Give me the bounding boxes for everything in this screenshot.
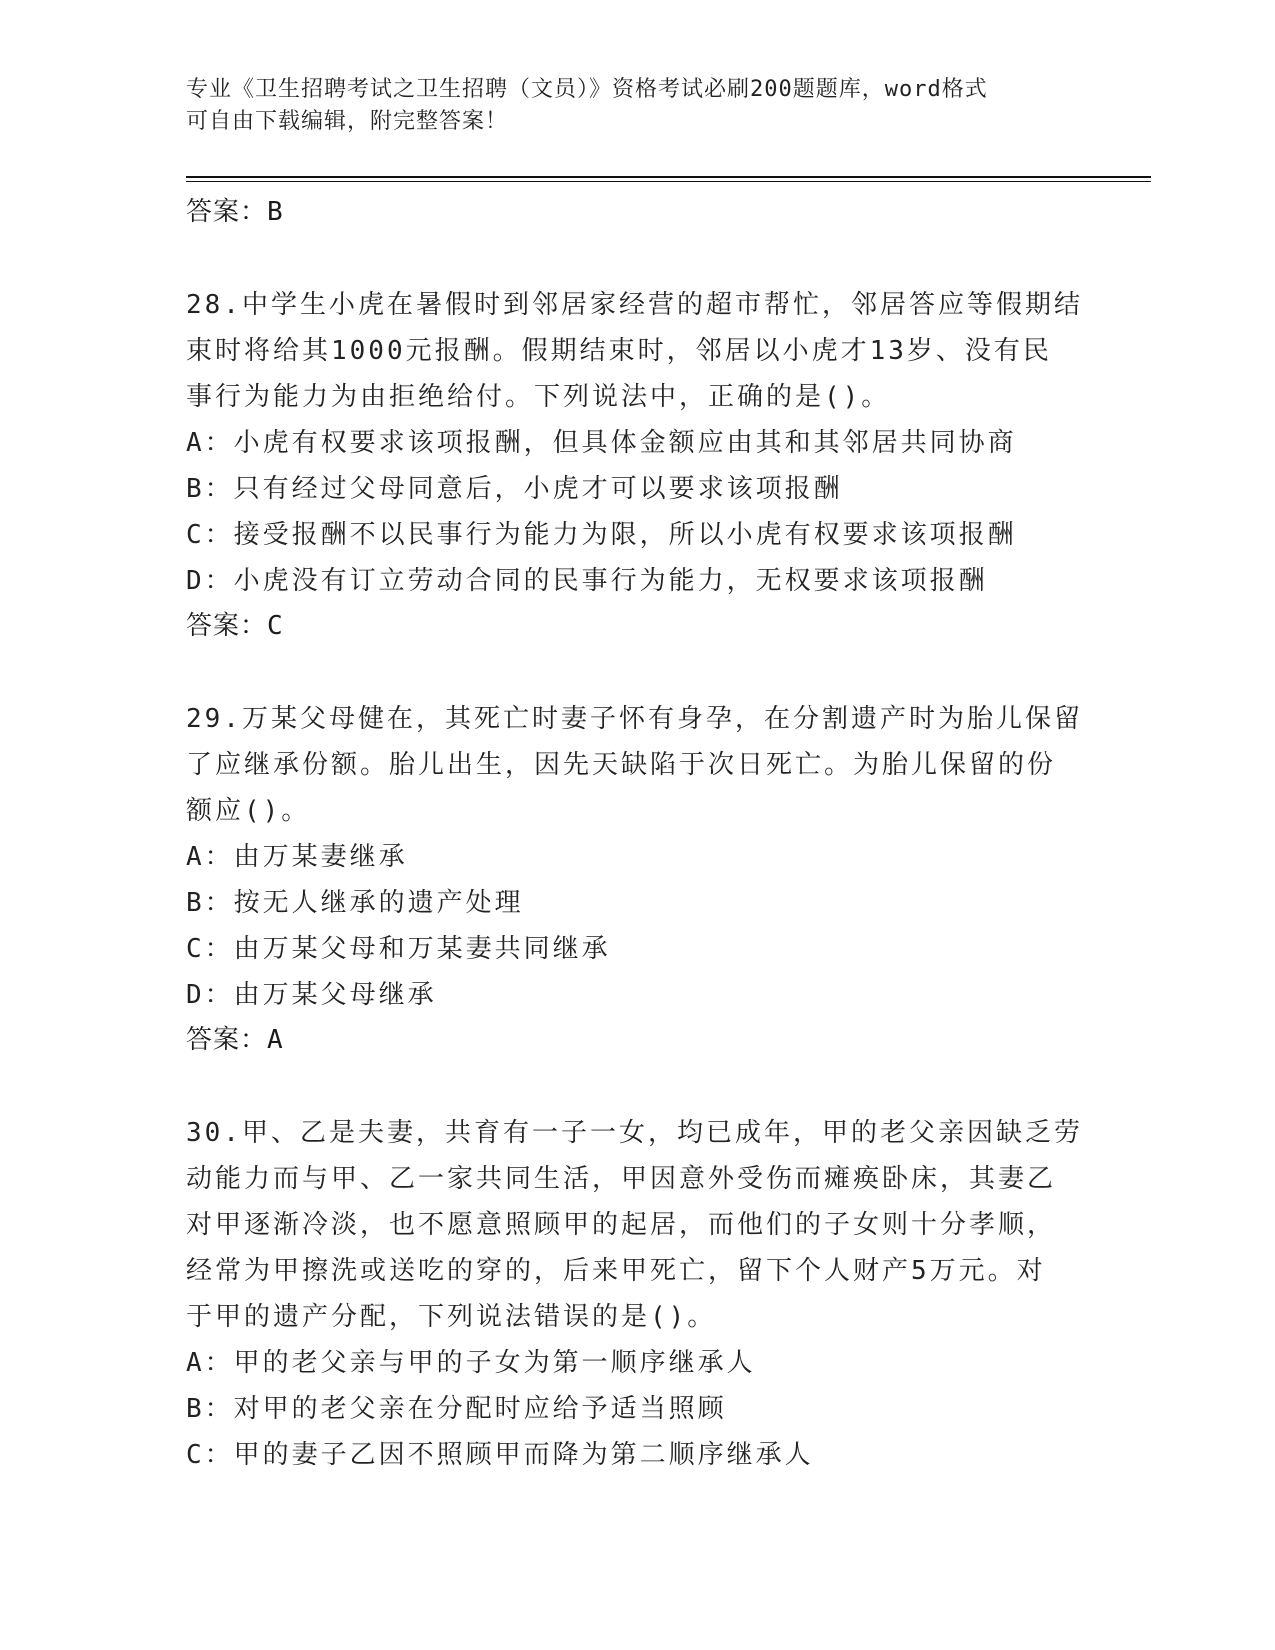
answer-line: 答案：A bbox=[186, 1025, 284, 1055]
answer-line: 答案：B bbox=[186, 197, 284, 227]
answer-line: 答案：C bbox=[186, 611, 284, 641]
option-b: B：只有经过父母同意后，小虎才可以要求该项报酬 bbox=[186, 474, 843, 504]
option-c: C：接受报酬不以民事行为能力为限，所以小虎有权要求该项报酬 bbox=[186, 520, 1017, 550]
question-text: 于甲的遗产分配，下列说法错误的是()。 bbox=[186, 1302, 717, 1332]
question-text: 30.甲、乙是夫妻，共育有一子一女，均已成年，甲的老父亲因缺乏劳 bbox=[186, 1118, 1083, 1148]
option-a: A：小虎有权要求该项报酬，但具体金额应由其和其邻居共同协商 bbox=[186, 428, 1017, 458]
question-text: 对甲逐渐冷淡，也不愿意照顾甲的起居，而他们的子女则十分孝顺， bbox=[186, 1210, 1057, 1240]
option-c: C：甲的妻子乙因不照顾甲而降为第二顺序继承人 bbox=[186, 1440, 814, 1470]
question-text: 经常为甲擦洗或送吃的穿的，后来甲死亡，留下个人财产5万元。对 bbox=[186, 1256, 1046, 1286]
option-b: B：对甲的老父亲在分配时应给予适当照顾 bbox=[186, 1394, 727, 1424]
page-header bbox=[186, 74, 1086, 138]
option-a: A：由万某妻继承 bbox=[186, 842, 408, 872]
question-text: 了应继承份额。胎儿出生，因先天缺陷于次日死亡。为胎儿保留的份 bbox=[186, 750, 1057, 780]
header-line-2: 可自由下载编辑，附完整答案！ bbox=[186, 109, 509, 134]
option-c: C：由万某父母和万某妻共同继承 bbox=[186, 934, 611, 964]
option-d: D：由万某父母继承 bbox=[186, 980, 437, 1010]
question-block bbox=[186, 1110, 1086, 1478]
spacer bbox=[186, 234, 1086, 282]
question-text: 28.中学生小虎在暑假时到邻居家经营的超市帮忙，邻居答应等假期结 bbox=[186, 290, 1083, 320]
question-text: 29.万某父母健在，其死亡时妻子怀有身孕，在分割遗产时为胎儿保留 bbox=[186, 704, 1083, 734]
option-b: B：按无人继承的遗产处理 bbox=[186, 888, 524, 918]
header-line-1: 专业《卫生招聘考试之卫生招聘（文员）》资格考试必刷200题题库，word格式 bbox=[186, 77, 988, 102]
document-body bbox=[186, 190, 1086, 1478]
spacer bbox=[186, 648, 1086, 696]
header-rule-thin bbox=[186, 181, 1151, 182]
question-text: 额应()。 bbox=[186, 796, 311, 826]
question-text: 动能力而与甲、乙一家共同生活，甲因意外受伤而瘫痪卧床，其妻乙 bbox=[186, 1164, 1057, 1194]
header-rule-thick bbox=[186, 176, 1151, 178]
question-text: 束时将给其1000元报酬。假期结束时，邻居以小虎才13岁、没有民 bbox=[186, 336, 1052, 366]
question-text: 事行为能力为由拒绝给付。下列说法中，正确的是()。 bbox=[186, 382, 891, 412]
question-block bbox=[186, 696, 1086, 1062]
question-block bbox=[186, 282, 1086, 648]
option-d: D：小虎没有订立劳动合同的民事行为能力，无权要求该项报酬 bbox=[186, 566, 988, 596]
spacer bbox=[186, 1062, 1086, 1110]
option-a: A：甲的老父亲与甲的子女为第一顺序继承人 bbox=[186, 1348, 756, 1378]
